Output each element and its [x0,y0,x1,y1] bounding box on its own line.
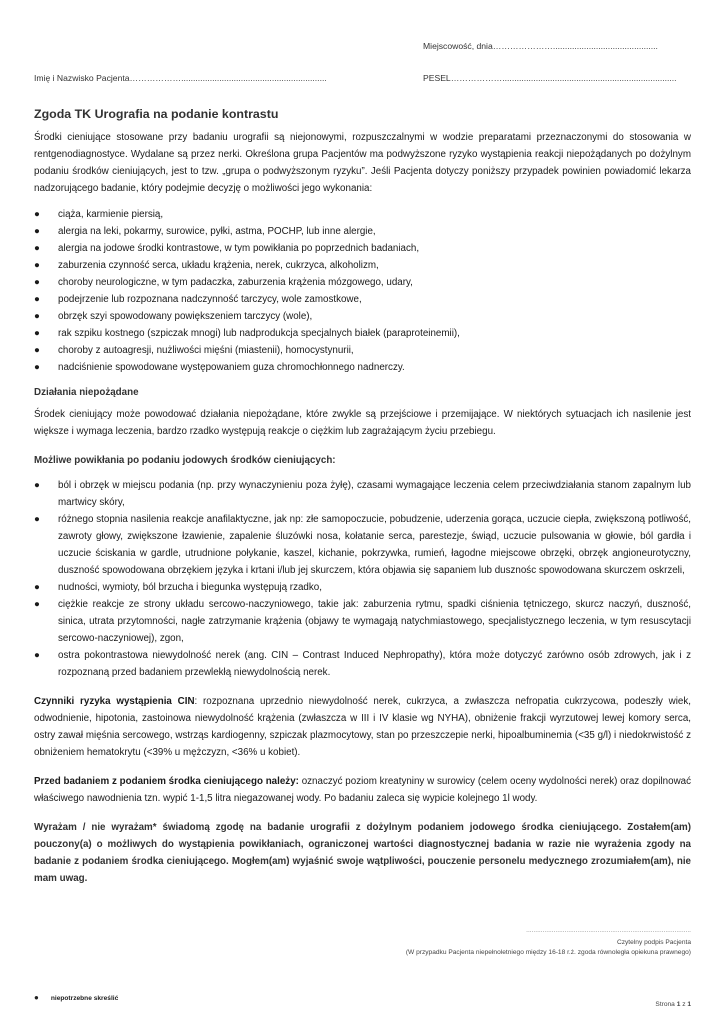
condition-item [34,308,691,325]
bullet-icon: ● [34,362,40,373]
bullet-icon: ● [34,209,40,220]
preparation-label: Przed badaniem z podaniem środka cieniującego należy: [34,776,299,787]
preparation-text: oznaczyć poziom kreatyniny w surowicy (celem oceny wydolności nerek) oraz dopilnować właściwego nawodnienia tzn. wypić 1-1,5 litra niegazowanej wody. Po badaniu zaleca się wypicie kolejnego 1l wody. [34,776,692,804]
complication-item [34,477,691,511]
condition-item [34,291,691,308]
side-effects-heading: Działania niepożądane [34,387,139,398]
patient-name-field[interactable]: Imię i Nazwisko Pacjenta………………............................................................. [34,73,327,83]
complications-heading: Możliwe powikłania po podaniu jodowych środków cieniujących: [34,455,336,466]
conditions-list [34,206,691,376]
page-current: 1 [676,1001,681,1008]
complication-item-text: ostra pokontrastowa niewydolność nerek (ang. CIN – Contrast Induced Nephropathy), która może dotyczyć zarówno osób zdrowych, jak i z rozpoznaną przed badaniem przewlekłą niewydolnością nerek. [58,650,691,678]
risk-factors-label: Czynniki ryzyka wystąpienia CIN [34,696,195,707]
page-sep: z [680,1001,688,1008]
bullet-icon: ● [34,243,40,254]
footnote-text: niepotrzebne skreślić [50,995,119,1002]
complication-item-text: ciężkie reakcje ze strony układu sercowo-naczyniowego, takie jak: zaburzenia rytmu, spadki ciśnienia tętniczego, skurcz naczyń, duszność, sinica, utrata przytomności, nagłe zatrzymanie krążenia (objawy te wymagają natychmiastowego, specjalistycznego leczenia, w tym resuscytacji sercowo-naczyniowej), zgon, [58,599,691,644]
condition-item [34,240,691,257]
bullet-icon: ● [34,260,40,271]
consent-statement: Wyrażam / nie wyrażam* świadomą zgodę na badanie urografii z dożylnym podaniem jodowego środka cieniującego. Zostałem(am) pouczony(a) o możliwych do wystąpienia powikłaniach, ograniczonej wartości diagnostycznej badania w razie nie wyrażenia zgody na badanie z podaniem środka cieniującego. Mogłem(am) wyjaśnić swoje wątpliwości, pouczenie personelu medycznego zrozumiałem(am), nie mam uwag. [34,822,691,884]
condition-item-text: alergia na leki, pokarmy, surowice, pyłki, astma, POCHP, lub inne alergie, [58,226,376,237]
footnote [34,993,118,1002]
condition-item-text: podejrzenie lub rozpoznana nadczynność tarczycy, wole zamostkowe, [58,294,362,305]
bullet-icon: ● [34,480,40,491]
bullet-icon: ● [34,514,40,525]
condition-item-text: choroby z autoagresji, nużliwości mięśni (miastenii), homocystynurii, [58,345,354,356]
complication-item [34,579,691,596]
complication-item [34,511,691,579]
condition-item-text: choroby neurologiczne, w tym padaczka, zaburzenia krążenia mózgowego, udary, [58,277,413,288]
page-total: 1 [687,1001,691,1008]
signature-label: Czytelny podpis Pacjenta [616,939,691,946]
bullet-icon: ● [34,582,40,593]
page-prefix: Strona [655,1001,677,1008]
page-number [655,1001,691,1008]
bullet-icon: ● [34,226,40,237]
condition-item-text: rak szpiku kostnego (szpiczak mnogi) lub nadprodukcja specjalnych białek (paraproteinemii), [58,328,460,339]
condition-item-text: zaburzenia czynność serca, układu krążenia, nerek, cukrzyca, alkoholizm, [58,260,379,271]
signature-note: (W przypadku Pacjenta niepełnoletniego między 16-18 r.ż. zgoda równoległa opiekuna prawnego) [405,949,691,956]
bullet-icon: ● [34,328,40,339]
document-body [34,107,691,887]
preparation-paragraph [34,773,691,807]
document-title: Zgoda TK Urografia na podanie kontrastu [34,107,279,121]
condition-item-text: nadciśnienie spowodowane występowaniem guza chromochłonnego nadnerczy. [58,362,405,373]
complication-item-text: ból i obrzęk w miejscu podania (np. przy wynaczynieniu poza żyłę), czasami wymagające leczenia celem przeciwdziałania stanom zapalnym lub martwicy skóry, [58,480,691,508]
condition-item [34,223,691,240]
condition-item [34,274,691,291]
bullet-icon: ● [34,650,40,661]
condition-item [34,342,691,359]
condition-item-text: alergia na jodowe środki kontrastowe, w tym powikłania po poprzednich badaniach, [58,243,420,254]
risk-factors-text: : rozpoznana uprzednio niewydolność nerek, cukrzyca, a zwłaszcza nefropatia cukrzycowa, podeszły wiek, odwodnienie, hipotonia, zastoinowa niewydolność krążenia (zwłaszcza w III i IV klasie wg NYHA), obniżenie frakcji wyrzutowej lewej komory serca, ostry zawał mięśnia sercowego, wstrząs kardiogenny, szpiczak plazmocytowy, stan po przeszczepie nerki, hipoalbuminemia (<35 g/l) i niedokrwistość z obniżeniem hematokrytu (<39% u mężczyzn, <36% u kobiet). [34,696,691,758]
complications-list [34,477,691,681]
condition-item [34,206,691,223]
bullet-icon: ● [34,294,40,305]
condition-item-text: obrzęk szyi spowodowany powiększeniem tarczycy (wole), [58,311,313,322]
condition-item [34,257,691,274]
condition-item-text: ciąża, karmienie piersią, [58,209,164,220]
risk-factors-paragraph [34,693,691,761]
complication-item-text: różnego stopnia nasilenia reakcje anafilaktyczne, jak np: złe samopoczucie, pobudzenie, uderzenia gorąca, uczucie ciepła, zwiększoną potliwość, zawroty głowy, zwiększone łzawienie, zapalenie śluzówki nosa, kołatanie serca, parestezje, świąd, uczucie pulsowania w głowie, ból gardła i uczucie ściskania w gardle, utrudnione połykanie, kaszel, kichanie, pokrzywka, rumień, łagodne miejscowe obrzęki, obrzęk angioneurotyczny, duszność spowodowana obrzękiem języka i krtani i/lub jej skurczem, która objawia się sapaniem lub dusznośc spowodowana skurczem oskrzeli, [58,514,691,576]
intro-paragraph: Środki cieniujące stosowane przy badaniu urografii są niejonowymi, rozpuszczalnymi w wodzie preparatami przeznaczonymi do stosowania w rentgenodiagnostyce. Wydalane są przez nerki. Określona grupa Pacjentów ma podwyższone ryzyko wystąpienia reakcji niepożądanych po dożylnym podaniu środków cieniujących, jest to tzw. „grupa o podwyższonym ryzyku”. Jeśli Pacjenta dotyczy poniższy przypadek powinien powiadomić lekarza nadzorującego badanie, który podejmie decyzję o możliwości jego wykonania: [34,132,691,194]
place-date-field[interactable]: Miejscowość, dnia…………………............................................ [423,41,658,51]
side-effects-paragraph: Środek cieniujący może powodować działania niepożądane, które zwykle są przejściowe i przemijające. W niektórych sytuacjach ich nasilenie jest większe i wymaga leczenia, bardzo rzadko występują reakcje o ciężkim lub zagrażającym życiu przebiegu. [34,409,691,437]
bullet-icon: ● [34,311,40,322]
signature-line[interactable]: .......................................................................................... [526,927,691,934]
bullet-icon: ● [34,993,39,1002]
bullet-icon: ● [34,277,40,288]
condition-item [34,359,691,376]
condition-item [34,325,691,342]
bullet-icon: ● [34,599,40,610]
bullet-icon: ● [34,345,40,356]
complication-item [34,596,691,647]
complication-item [34,647,691,681]
complication-item-text: nudności, wymioty, ból brzucha i biegunka występują rzadko, [58,582,322,593]
pesel-field[interactable]: PESEL………………......................................................................... [423,73,677,83]
